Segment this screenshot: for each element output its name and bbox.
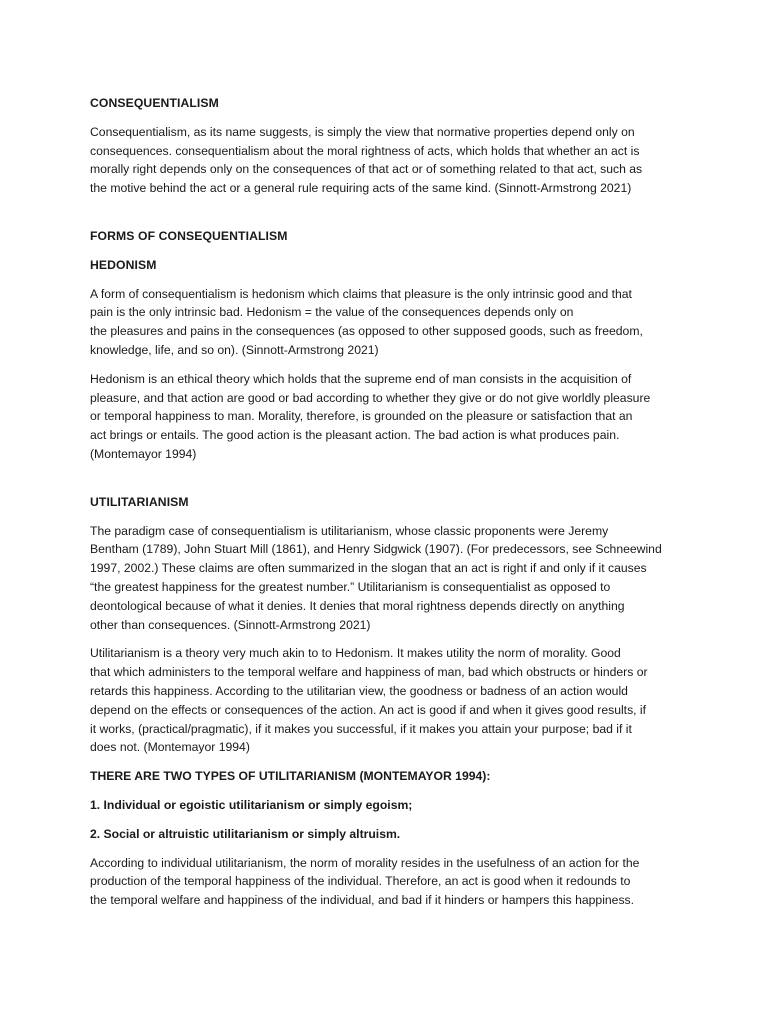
paragraph-individual-utilitarianism: According to individual utilitarianism, the norm of morality resides in the usefulness of an action for the production of the temporal happiness of the individual. Therefore, an act is good when it redounds to the temporal welfare and happiness of the individual, and bad if it hinders or hampers this happiness. bbox=[90, 855, 640, 908]
paragraph-consequentialism-definition: Consequentialism, as its name suggests, is simply the view that normative properties depend only on consequences. consequentialism about the moral rightness of acts, which holds that whether an act is morally right depends only on the consequences of that act or of something related to that act, such as the motive behind the act or a general rule requiring acts of the same kind. (Sinnott-Armstrong 2021) bbox=[90, 124, 643, 196]
paragraph-hedonism-theory: Hedonism is an ethical theory which holds that the supreme end of man consists in the acquisition of pleasure, and that action are good or bad according to whether they give or do not give worldly pleasure or temporal happiness to man. Morality, therefore, is grounded on the pleasure or satisfaction that an act brings or entails. The good action is the pleasant action. The bad action is what produces pain. (Montemayor 1994) bbox=[90, 371, 651, 461]
section-heading-forms: FORMS OF CONSEQUENTIALISM bbox=[90, 228, 288, 243]
paragraph-hedonism-definition: A form of consequentialism is hedonism which claims that pleasure is the only intrinsic good and that pain is the only intrinsic bad. Hedonism = the value of the consequences depends only on the pleasures and pains in the consequences (as opposed to other supposed goods, such as freedom, knowledge, life, and so on). (Sinnott-Armstrong 2021) bbox=[90, 286, 643, 357]
types-heading: THERE ARE TWO TYPES OF UTILITARIANISM (MONTEMAYOR 1994): bbox=[90, 769, 491, 784]
type-item-social: 2. Social or altruistic utilitarianism or simply altruism. bbox=[90, 826, 401, 841]
subheading-hedonism: HEDONISM bbox=[90, 257, 157, 272]
section-heading-consequentialism: CONSEQUENTIALISM bbox=[90, 96, 219, 110]
type-item-individual: 1. Individual or egoistic utilitarianism or simply egoism; bbox=[90, 797, 413, 812]
spacer bbox=[90, 208, 682, 227]
paragraph-utilitarianism-theory: Utilitarianism is a theory very much akin to to Hedonism. It makes utility the norm of morality. Good that which administers to the temporal welfare and happiness of man, bad which obstructs or hinders or retards this happiness. According to the utilitarian view, the goodness or badness of an action would depend on the effects or consequences of the action. An act is good if and when it gives good results, if it works, (practical/pragmatic), if it makes you successful, if it makes you attain your purpose; bad if it does not. (Montemayor 1994) bbox=[90, 646, 648, 755]
spacer bbox=[90, 474, 682, 493]
paragraph-utilitarianism-paradigm: The paradigm case of consequentialism is utilitarianism, whose classic proponents were Jeremy Bentham (1789), John Stuart Mill (1861), and Henry Sidgwick (1907). (For predecessors, see Schneewind 1997, 2002.) These claims are often summarized in the slogan that an act is right if and only if it causes “the greatest happiness for the greatest number.” Utilitarianism is consequentialist as opposed to deontological because of what it denies. It denies that moral rightness depends directly on anything other than consequences. (Sinnott-Armstrong 2021) bbox=[90, 523, 662, 632]
subheading-utilitarianism: UTILITARIANISM bbox=[90, 494, 189, 509]
